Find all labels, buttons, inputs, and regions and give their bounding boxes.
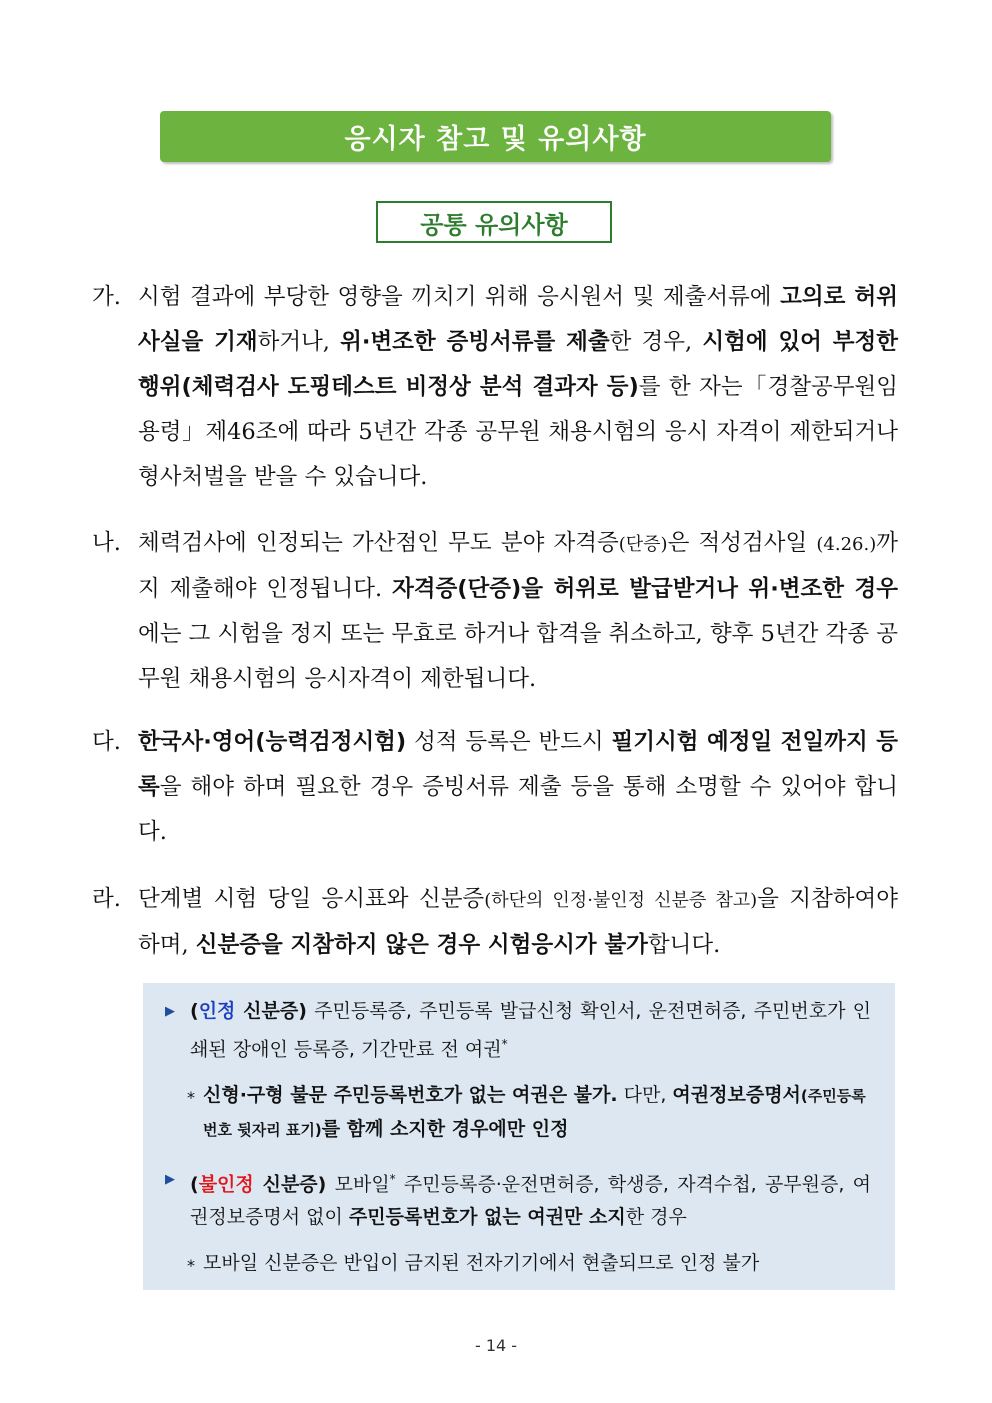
invalid-id-tag: 신분증)	[253, 1173, 327, 1196]
valid-id-label: 인정	[198, 1000, 236, 1022]
item-text: 에는 그 시험을 정지 또는 무효로 하거나 합격을 취소하고, 향후 5년간 각종 공무원 채용시험의 응시자격이 제한됩니다.	[138, 621, 898, 692]
item-marker: 가.	[92, 284, 121, 310]
item-marker: 라.	[92, 886, 121, 912]
note-emphasis: 신형·구형 불문 주민등록번호가 없는 여권은 불가.	[203, 1084, 618, 1106]
item-text: 을 지참하여야 하며,	[138, 886, 899, 958]
invalid-id-list: 한 경우	[625, 1206, 687, 1229]
section-title: 공통 유의사항	[420, 210, 568, 239]
invalid-id-note	[187, 1247, 871, 1280]
valid-id-tag: 신분증)	[235, 1000, 307, 1022]
note-emphasis: 를 함께 소지한 경우에만 인정	[321, 1118, 569, 1140]
note-emphasis-small: (주민등록번호 뒷자리 표기)	[203, 1087, 866, 1139]
item-emphasis: 신분증을 지참하지 않은 경우 시험응시가 불가	[195, 932, 648, 958]
item-text: 합니다.	[647, 932, 721, 958]
page-number: - 14 -	[474, 1336, 518, 1355]
item-text: 을 해야 하며 필요한 경우 증빙서류 제출 등을 통해 소명할 수 있어야 합니다.	[138, 774, 898, 845]
asterisk-icon: *	[187, 1088, 195, 1107]
item-text: 까지 제출해야 인정됩니다.	[138, 530, 898, 602]
valid-id-bullet	[165, 995, 871, 1066]
asterisk-icon: *	[187, 1256, 195, 1275]
item-body	[138, 275, 898, 500]
section-title-box	[376, 201, 612, 243]
valid-id-note	[187, 1079, 871, 1147]
triangle-bullet-icon: ▶	[165, 1004, 175, 1019]
item-small-text: (하단의 인정·불인정 신분증 참고)	[484, 890, 758, 911]
valid-id-tag: (	[190, 1000, 199, 1022]
item-text: 체력검사에 인정되는 가산점인 무도 분야 자격증	[138, 530, 619, 556]
notice-item-da	[92, 720, 898, 855]
valid-id-list: 주민등록증, 주민등록 발급신청 확인서, 운전면허증, 주민번호가 인쇄된 장애인 등록증, 기간만료 전 여권	[190, 1000, 871, 1061]
item-text: 를 한 자는「경찰공무원임용령」제46조에 따라 5년간 각종 공무원 채용시험의 응시 자격이 제한되거나 형사처벌을 받을 수 있습니다.	[138, 374, 899, 490]
item-marker: 나.	[92, 530, 121, 556]
item-body	[138, 720, 898, 855]
item-emphasis: 위·변조한 증빙서류를 제출	[340, 329, 610, 355]
item-text: 시험 결과에 부당한 영향을 끼치기 위해 응시원서 및 제출서류에	[138, 284, 781, 310]
invalid-id-list: 주민등록증·운전면허증, 학생증, 자격수첩, 공무원증, 여권정보증명서 없이	[190, 1173, 871, 1229]
notice-item-na	[92, 521, 898, 702]
item-emphasis: 한국사·영어(능력검정시험)	[138, 729, 407, 755]
triangle-bullet-icon: ▶	[165, 1172, 175, 1187]
item-text: 단계별 시험 당일 응시표와 신분증	[138, 886, 485, 912]
valid-id-text	[190, 995, 871, 1066]
item-body	[138, 877, 898, 968]
invalid-id-bullet	[165, 1163, 871, 1234]
item-emphasis: 시험에 있어 부정한 행위(체력검사 도핑테스트 비정상 분석 결과자 등)	[138, 329, 899, 400]
footnote-mark: *	[501, 1037, 508, 1051]
item-text: 은 적성검사일	[667, 530, 817, 556]
item-text: 한 경우,	[609, 329, 703, 355]
item-text: 성적 등록은 반드시	[406, 729, 612, 755]
page-banner	[160, 111, 831, 162]
id-card-info-box	[143, 983, 895, 1290]
note-text: 다만,	[617, 1084, 673, 1106]
invalid-id-tag: (	[190, 1173, 199, 1196]
note-emphasis: 여권정보증명서	[672, 1084, 801, 1106]
invalid-id-note-text: 모바일 신분증은 반입이 금지된 전자기기에서 현출되므로 인정 불가	[203, 1252, 760, 1274]
item-small-text: (단증)	[618, 534, 668, 555]
invalid-id-label: 불인정	[198, 1173, 254, 1196]
item-emphasis: 필기시험 예정일 전일까지 등록	[138, 729, 898, 800]
valid-id-note-text	[203, 1079, 871, 1147]
banner-title: 응시자 참고 및 유의사항	[344, 124, 647, 155]
invalid-id-text	[190, 1163, 871, 1234]
invalid-id-list: 모바일	[326, 1173, 390, 1196]
item-small-text: (4.26.)	[816, 534, 877, 555]
item-body	[138, 521, 898, 702]
item-emphasis: 고의로 허위사실을 기재	[138, 284, 899, 355]
notice-item-ga	[92, 275, 898, 500]
item-emphasis: 자격증(단증)을 허위로 발급받거나 위·변조한 경우	[392, 576, 898, 602]
item-marker: 다.	[92, 729, 121, 755]
invalid-id-emphasis: 주민등록번호가 없는 여권만 소지	[348, 1206, 626, 1229]
footnote-mark: *	[389, 1172, 396, 1186]
notice-item-ra	[92, 877, 898, 968]
item-text: 하거나,	[257, 329, 341, 355]
